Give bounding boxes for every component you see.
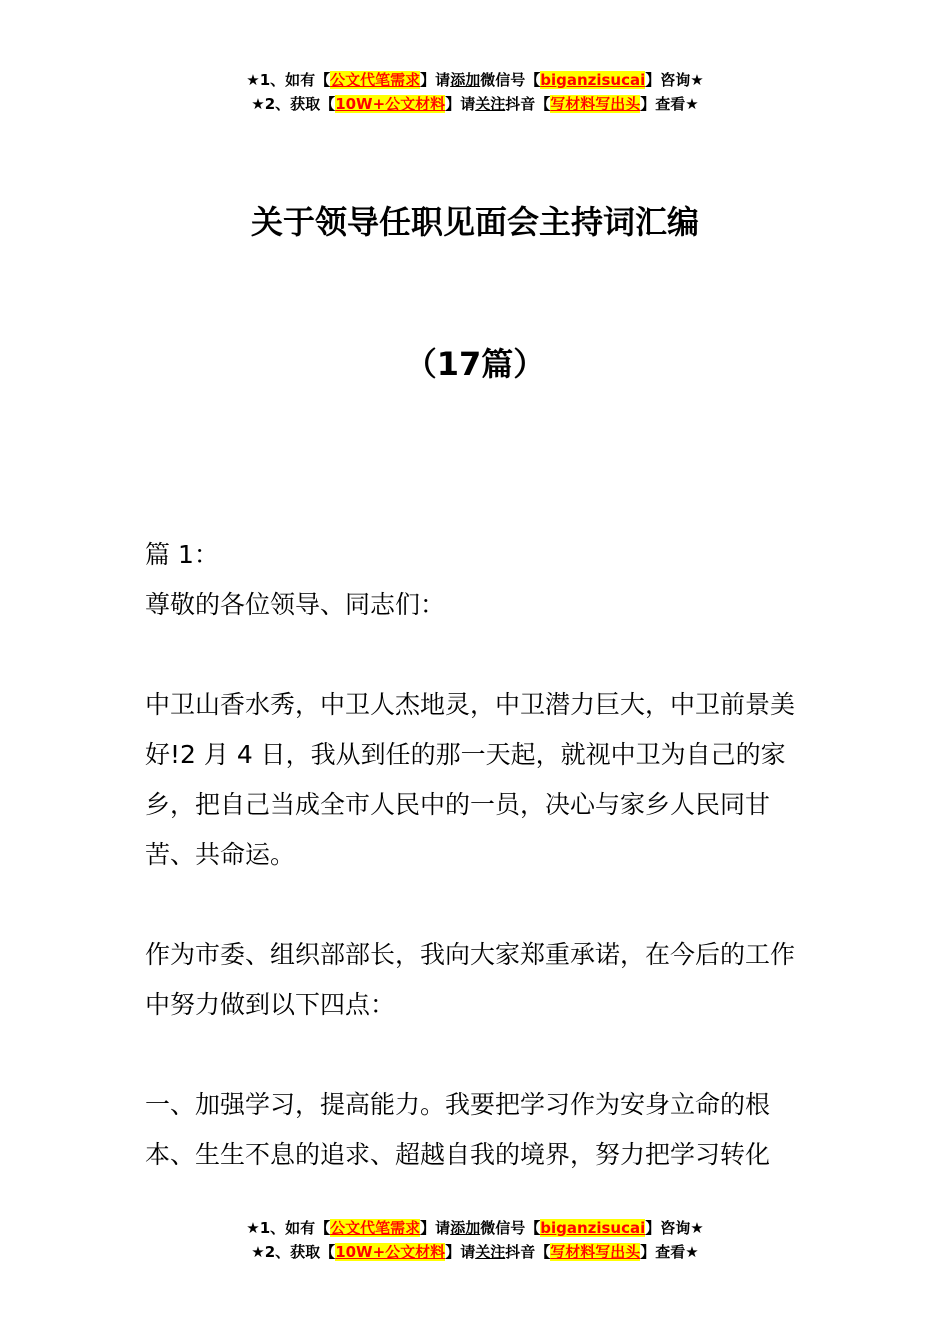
body-paragraph: 中卫山香水秀，中卫人杰地灵，中卫潜力巨大，中卫前景美好!2 月 4 日，我从到任的那一天起，就视中卫为自己的家乡，把自己当成全市人民中的一员，决心与家乡人民同甘苦、共命运。 — [145, 690, 796, 869]
greeting: 尊敬的各位领导、同志们： — [145, 590, 446, 619]
header-banner — [0, 68, 950, 116]
banner-text: 】咨询★ — [645, 71, 704, 89]
banner-highlight: 写材料写出头 — [550, 95, 641, 113]
paragraph-gap — [145, 630, 810, 680]
banner-text: 抖音【 — [505, 1243, 551, 1261]
banner-text: 】请 — [420, 1219, 451, 1237]
paragraph-gap — [145, 880, 810, 930]
banner-text: 】请 — [445, 1243, 476, 1261]
banner-line-2 — [0, 1240, 950, 1264]
document-subtitle: （17篇） — [404, 345, 546, 383]
banner-highlight: 写材料写出头 — [550, 1243, 641, 1261]
banner-text: 】查看★ — [640, 1243, 699, 1261]
banner-text: 】请 — [420, 71, 451, 89]
body-paragraph: 一、加强学习，提高能力。我要把学习作为安身立命的根本、生生不息的追求、超越自我的境界，努力把学习转化 — [145, 1090, 771, 1169]
banner-text: ★1、如有【 — [246, 71, 331, 89]
banner-line-1 — [0, 1216, 950, 1240]
banner-highlight: 公文代笔需求 — [330, 1219, 421, 1237]
banner-underlined: 添加 — [450, 71, 481, 89]
paragraph-gap — [145, 1030, 810, 1080]
section-label: 篇 1： — [145, 540, 219, 569]
document-title: 关于领导任职见面会主持词汇编 — [250, 203, 699, 241]
banner-text: ★2、获取【 — [251, 95, 336, 113]
banner-text: ★2、获取【 — [251, 1243, 336, 1261]
banner-text: 微信号【 — [480, 71, 541, 89]
banner-highlight: biganzisucai — [540, 1219, 646, 1237]
document-body — [145, 530, 810, 1180]
banner-text: 微信号【 — [480, 1219, 541, 1237]
banner-highlight: biganzisucai — [540, 71, 646, 89]
banner-line-1 — [0, 68, 950, 92]
banner-text: ★1、如有【 — [246, 1219, 331, 1237]
banner-line-2 — [0, 92, 950, 116]
banner-text: 】请 — [445, 95, 476, 113]
banner-text: 】查看★ — [640, 95, 699, 113]
banner-highlight: 公文代笔需求 — [330, 71, 421, 89]
banner-text: 抖音【 — [505, 95, 551, 113]
banner-text: 】咨询★ — [645, 1219, 704, 1237]
banner-highlight: 10W+公文材料 — [335, 95, 446, 113]
footer-banner — [0, 1216, 950, 1264]
banner-underlined: 关注 — [475, 95, 506, 113]
banner-highlight: 10W+公文材料 — [335, 1243, 446, 1261]
banner-underlined: 添加 — [450, 1219, 481, 1237]
banner-underlined: 关注 — [475, 1243, 506, 1261]
body-paragraph: 作为市委、组织部部长，我向大家郑重承诺，在今后的工作中努力做到以下四点： — [145, 940, 796, 1019]
